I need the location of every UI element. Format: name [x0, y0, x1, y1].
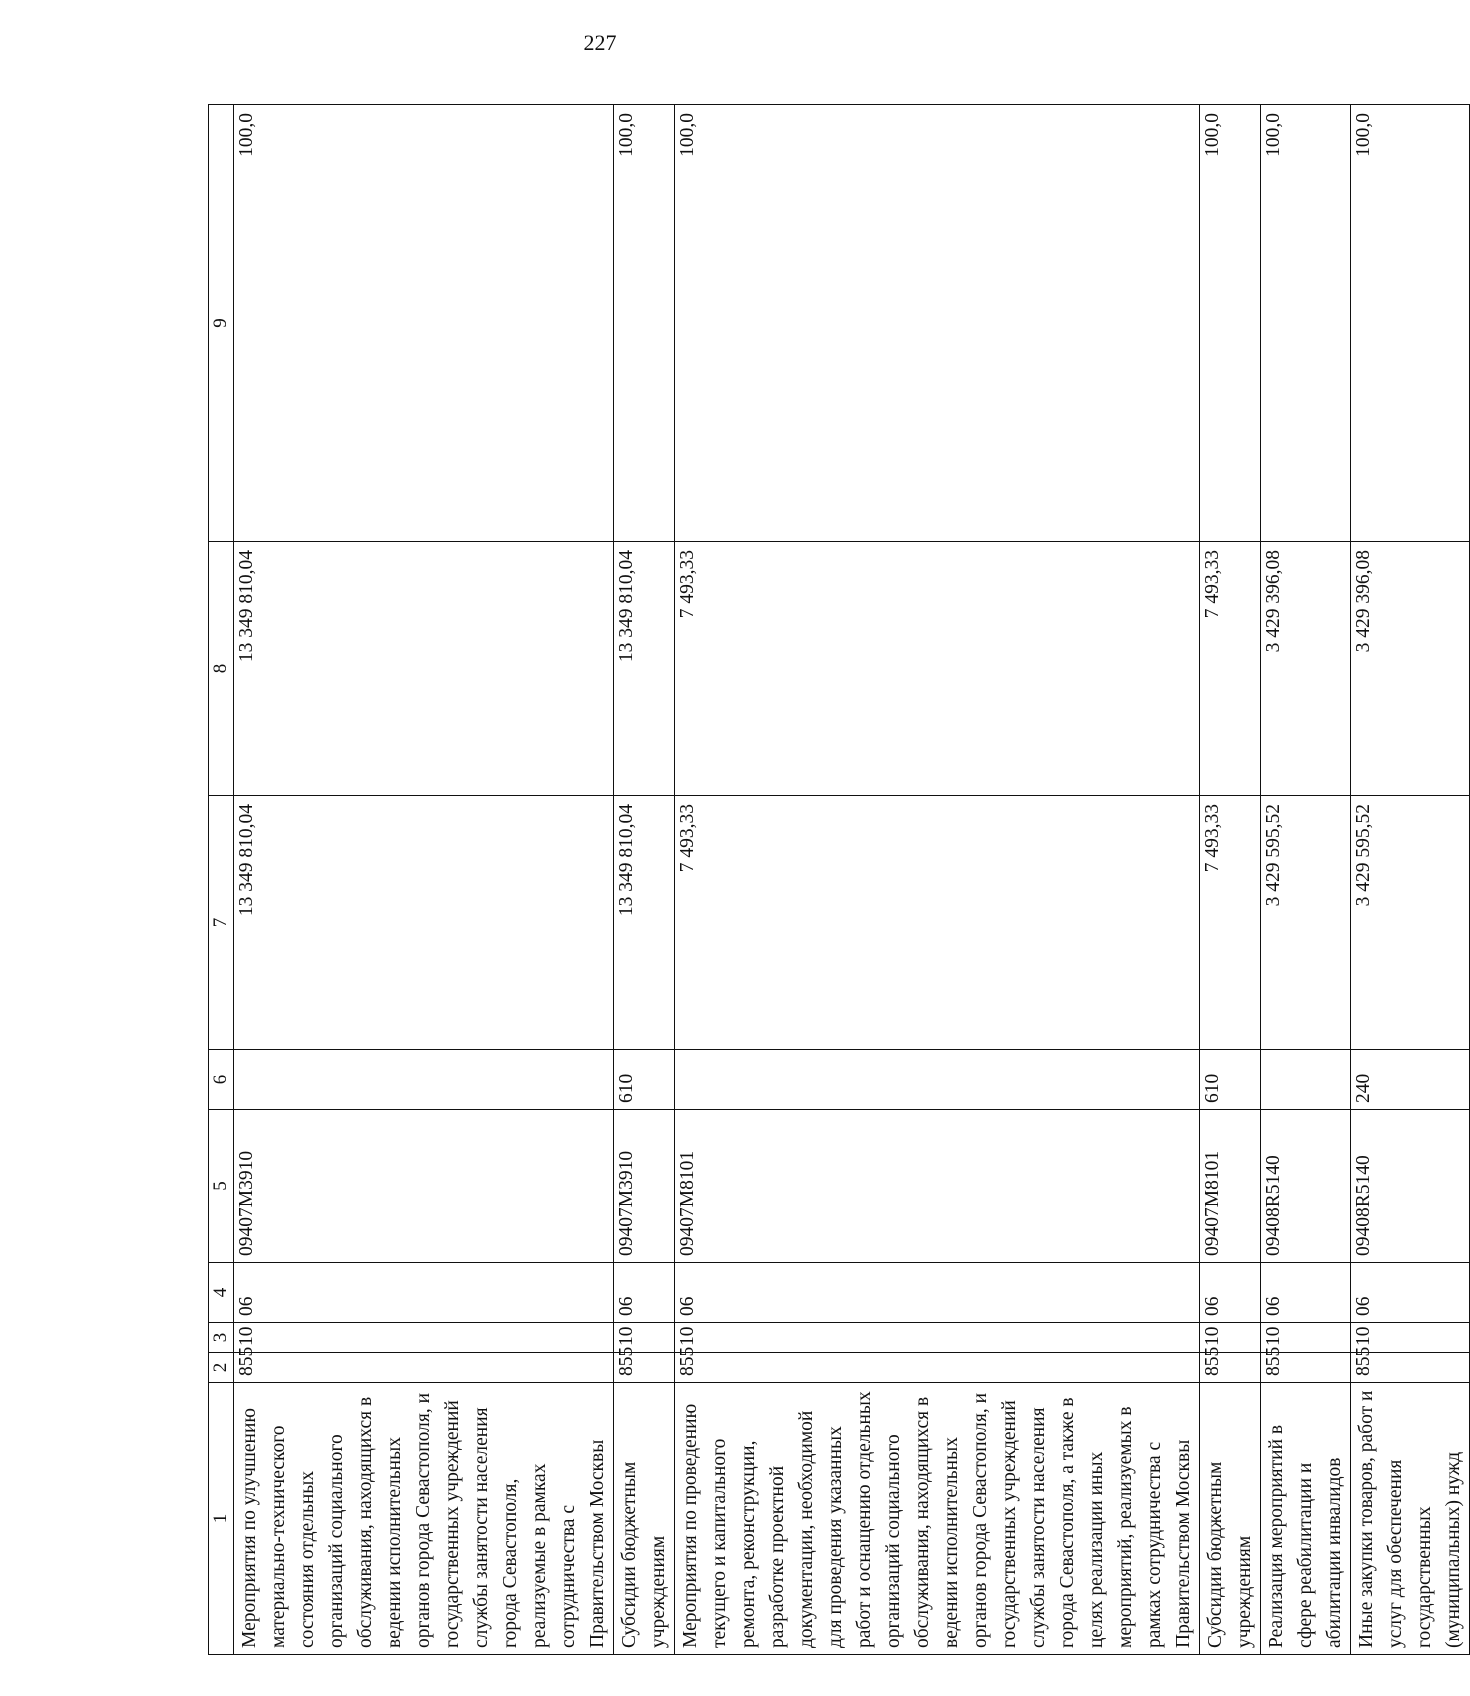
cell-c6: 610	[1200, 1050, 1261, 1110]
cell-c8: 7 493,33	[1200, 542, 1261, 796]
cell-c6	[1261, 1050, 1351, 1110]
cell-c2: 855	[1200, 1353, 1261, 1383]
cell-c5: 09408R5140	[1261, 1110, 1351, 1263]
cell-c4: 06	[1261, 1263, 1351, 1323]
cell-c3: 10	[614, 1323, 675, 1353]
cell-c9: 100,0	[1200, 105, 1261, 542]
cell-c3: 10	[1261, 1323, 1351, 1353]
row-name: Субсидии бюджетным учреждениям	[614, 1383, 675, 1655]
cell-c8: 13 349 810,04	[614, 542, 675, 796]
cell-c9: 100,0	[675, 105, 1200, 542]
cell-c3: 10	[675, 1323, 1200, 1353]
header-cell: 4	[209, 1263, 234, 1323]
table-row	[675, 105, 1200, 1655]
header-cell: 9	[209, 105, 234, 542]
cell-c4: 06	[1351, 1263, 1470, 1323]
row-name: Субсидии бюджетным учреждениям	[1200, 1383, 1261, 1655]
rotated-table-container	[208, 105, 1464, 1655]
cell-c7: 3 429 595,52	[1261, 796, 1351, 1050]
cell-c5: 09407M8101	[1200, 1110, 1261, 1263]
cell-c9: 100,0	[234, 105, 614, 542]
cell-c3: 10	[234, 1323, 614, 1353]
cell-c7: 7 493,33	[675, 796, 1200, 1050]
cell-c6	[234, 1050, 614, 1110]
table-row	[234, 105, 614, 1655]
header-cell: 2	[209, 1353, 234, 1383]
cell-c8: 3 429 396,08	[1351, 542, 1470, 796]
header-cell: 6	[209, 1050, 234, 1110]
page-number: 227	[583, 30, 617, 55]
table-row	[614, 105, 675, 1655]
header-cell: 3	[209, 1323, 234, 1353]
cell-c4: 06	[675, 1263, 1200, 1323]
rotated-table-frame	[208, 105, 1464, 1655]
row-name: Иные закупки товаров, работ и услуг для обеспечения государственных (муниципальных) нужд	[1351, 1383, 1470, 1655]
cell-c7: 7 493,33	[1200, 796, 1261, 1050]
cell-c4: 06	[614, 1263, 675, 1323]
cell-c9: 100,0	[1351, 105, 1470, 542]
cell-c2: 855	[1261, 1353, 1351, 1383]
cell-c2: 855	[234, 1353, 614, 1383]
cell-c5: 09408R5140	[1351, 1110, 1470, 1263]
cell-c2: 855	[614, 1353, 675, 1383]
header-cell: 1	[209, 1383, 234, 1655]
cell-c9: 100,0	[1261, 105, 1351, 542]
row-name: Мероприятия по улучшению материально-технического состояния отдельных организаций социального обслуживания, находящихся в ведении исполнительных органов города Севастополя, и государственных учреждений службы занятости населения города Севастополя, реализуемые в рамках сотрудничества с Правительством Москвы	[234, 1383, 614, 1655]
header-cell: 8	[209, 542, 234, 796]
header-cell: 5	[209, 1110, 234, 1263]
header-cell: 7	[209, 796, 234, 1050]
table-row	[1261, 105, 1351, 1655]
cell-c8: 13 349 810,04	[234, 542, 614, 796]
cell-c7: 13 349 810,04	[234, 796, 614, 1050]
cell-c4: 06	[234, 1263, 614, 1323]
cell-c3: 10	[1200, 1323, 1261, 1353]
cell-c9: 100,0	[614, 105, 675, 542]
cell-c2: 855	[675, 1353, 1200, 1383]
cell-c6: 610	[614, 1050, 675, 1110]
budget-table	[208, 104, 1470, 1655]
cell-c3: 10	[1351, 1323, 1470, 1353]
table-row	[1200, 105, 1261, 1655]
cell-c7: 13 349 810,04	[614, 796, 675, 1050]
cell-c5: 09407M8101	[675, 1110, 1200, 1263]
header-row	[209, 105, 234, 1655]
cell-c8: 3 429 396,08	[1261, 542, 1351, 796]
cell-c4: 06	[1200, 1263, 1261, 1323]
cell-c6: 240	[1351, 1050, 1470, 1110]
table-row	[1351, 105, 1470, 1655]
cell-c6	[675, 1050, 1200, 1110]
cell-c5: 09407M3910	[234, 1110, 614, 1263]
row-name: Реализация мероприятий в сфере реабилитации и абилитации инвалидов	[1261, 1383, 1351, 1655]
cell-c8: 7 493,33	[675, 542, 1200, 796]
row-name: Мероприятия по проведению текущего и капитального ремонта, реконструкции, разработке проектной документации, необходимой для проведения указанных работ и оснащению отдельных организаций социального обслуживания, находящихся в ведении исполнительных органов города Севастополя, и государственных учреждений службы занятости населения города Севастополя, а также в целях реализации иных мероприятий, реализуемых в рамках сотрудничества с Правительством Москвы	[675, 1383, 1200, 1655]
cell-c7: 3 429 595,52	[1351, 796, 1470, 1050]
cell-c2: 855	[1351, 1353, 1470, 1383]
cell-c5: 09407M3910	[614, 1110, 675, 1263]
